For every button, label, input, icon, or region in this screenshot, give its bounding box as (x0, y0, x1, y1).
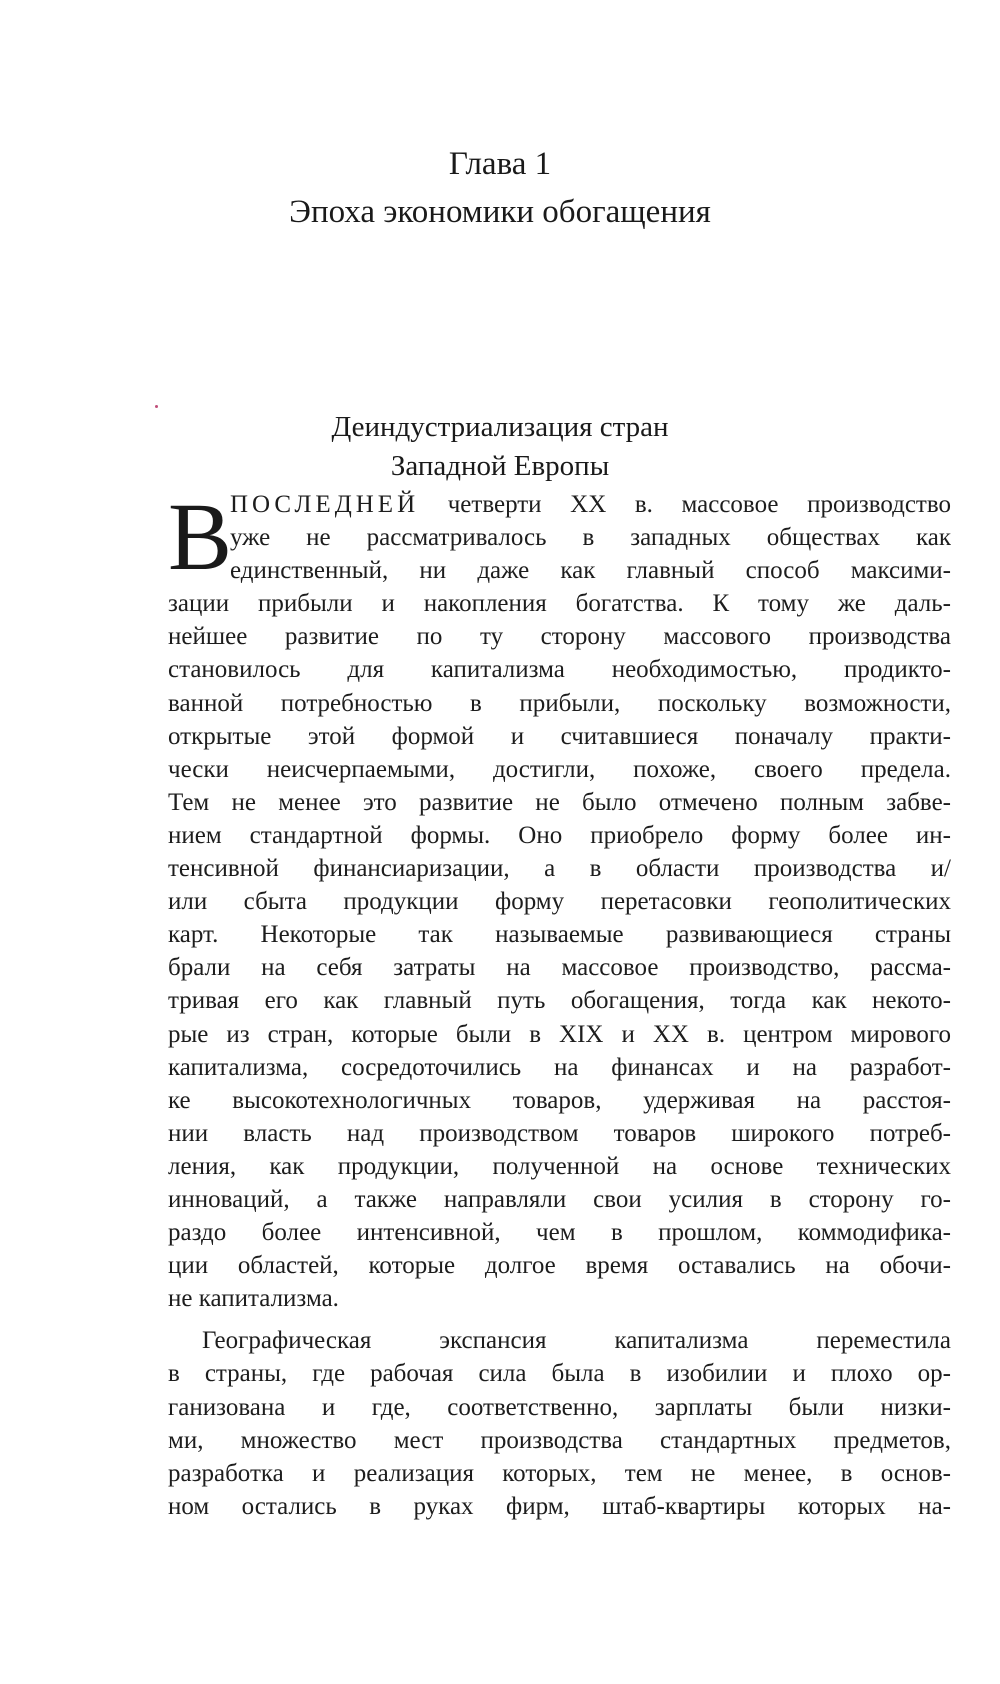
text-line: тривая его как главный путь обогащения, тогда как некото- (168, 987, 951, 1015)
text-line: Тем не менее это развитие не было отмечено полным забве- (168, 788, 951, 816)
text-line: рые из стран, которые были в XIX и XX в. центром мирового (168, 1020, 951, 1048)
text-line: ления, как продукции, полученной на основе технических (168, 1152, 951, 1180)
text-line: нейшее развитие по ту сторону массового производства (168, 623, 951, 651)
text-line: нии власть над производством товаров широкого потреб- (168, 1119, 951, 1147)
text-line: или сбыта продукции форму перетасовки геополитических (168, 888, 951, 916)
text-line: раздо более интенсивной, чем в прошлом, коммодифика- (168, 1219, 951, 1247)
text-line: инноваций, а также направляли свои усилия в сторону го- (168, 1185, 951, 1213)
text-line: брали на себя затраты на массовое производство, рассма- (168, 954, 951, 982)
text-line: ми, множество мест производства стандартных предметов, (168, 1426, 951, 1454)
section-heading (0, 408, 1000, 486)
text-line: в страны, где рабочая сила была в изобилии и плохо ор- (168, 1360, 951, 1388)
chapter-title: Эпоха экономики обогащения (289, 194, 711, 230)
text-line: тенсивной финансиаризации, а в области производства и/ (168, 855, 951, 883)
lead-smallcaps: ПОСЛЕДНЕЙ (230, 491, 420, 518)
text-line: не капитализма. (168, 1285, 339, 1313)
body-text (168, 483, 951, 1523)
text-line: ванной потребностью в прибыли, поскольку возможности, (168, 689, 951, 717)
text-line: открытые этой формой и считавшиеся поначалу практи- (168, 722, 951, 750)
text-line: разработка и реализация которых, тем не менее, в основ- (168, 1459, 951, 1487)
text-line: карт. Некоторые так называемые развивающиеся страны (168, 921, 951, 949)
text-line: становилось для капитализма необходимостью, продикто- (168, 656, 951, 684)
text-line: ПОСЛЕДНЕЙ четверти XX в. массовое производство (230, 491, 951, 518)
text-line: ке высокотехнологичных товаров, удерживая на расстоя- (168, 1086, 951, 1114)
section-title-line-1: Деиндустриализация стран (331, 411, 669, 443)
chapter-heading (0, 140, 1000, 236)
text-line: чески неисчерпаемыми, достигли, похоже, своего предела. (168, 755, 951, 783)
text-line: ном остались в руках фирм, штаб-квартиры которых на- (168, 1492, 951, 1520)
text-line: ганизована и где, соответственно, зарплаты были низки- (168, 1393, 951, 1421)
text-line: ции областей, которые долгое время оставались на обочи- (168, 1252, 951, 1280)
chapter-number: Глава 1 (448, 146, 552, 182)
text-line: нием стандартной формы. Оно приобрело форму более ин- (168, 821, 951, 849)
section-title-line-2: Западной Европы (390, 450, 610, 482)
text-line: уже не рассматривалось в западных обществах как (230, 524, 951, 552)
text-line: единственный, ни даже как главный способ максими- (230, 557, 951, 585)
drop-cap: В (168, 483, 233, 590)
text-line: капитализма, сосредоточились на финансах и на разработ- (168, 1053, 951, 1081)
text-line: Географическая экспансия капитализма переместила (202, 1327, 951, 1355)
text-line: зации прибыли и накопления богатства. К тому же даль- (168, 590, 951, 618)
